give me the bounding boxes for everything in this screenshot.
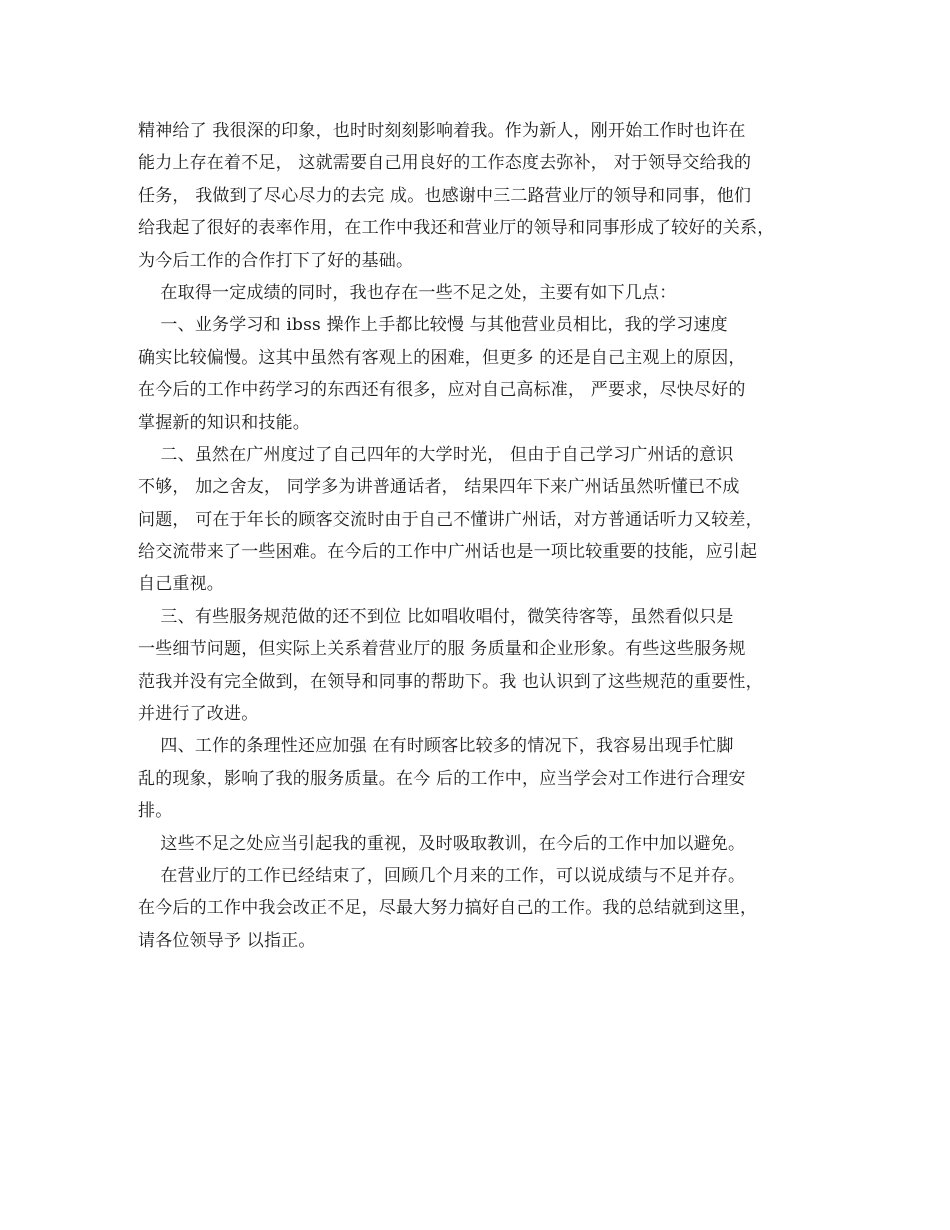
- text-line: 请各位领导予 以指正。: [138, 930, 316, 951]
- text-line: 为今后工作的合作打下了好的基础。: [138, 250, 414, 271]
- text-line: 二、虽然在广州度过了自己四年的大学时光， 但由于自己学习广州话的意识: [138, 444, 734, 465]
- text-line: 并进行了改进。: [138, 704, 259, 725]
- text-line: 一些细节问题，但实际上关系着营业厅的服 务质量和企业形象。有些这些服务规: [138, 639, 746, 660]
- text-line: 范我并没有完全做到，在领导和同事的帮助下。我 也认识到了这些规范的重要性，: [138, 671, 763, 692]
- paragraph: [138, 309, 818, 439]
- text-line: 问题， 可在于年长的顾客交流时由于自己不懂讲广州话，对方普通话听力又较差，: [138, 509, 763, 530]
- text-line: 三、有些服务规范做的还不到位 比如唱收唱付，微笑待客等，虽然看似只是: [138, 606, 734, 627]
- paragraph: [138, 730, 818, 827]
- paragraph: [138, 439, 818, 601]
- text-line: 乱的现象，影响了我的服务质量。在今 后的工作中，应当学会对工作进行合理安: [138, 768, 746, 789]
- paragraph: [138, 115, 818, 277]
- text-line: 在取得一定成绩的同时，我也存在一些不足之处，主要有如下几点：: [138, 282, 677, 303]
- paragraph: [138, 828, 818, 860]
- text-line: 任务， 我做到了尽心尽力的去完 成。也感谢中三二路营业厅的领导和同事，他们: [138, 185, 752, 206]
- text-line: 在营业厅的工作已经结束了，回顾几个月来的工作，可以说成绩与不足并存。: [138, 865, 746, 886]
- text-line: 给我起了很好的表率作用，在工作中我还和营业厅的领导和同事形成了较好的关系，: [138, 218, 775, 239]
- paragraph: [138, 601, 818, 731]
- paragraph: [138, 860, 818, 957]
- text-line: 给交流带来了一些困难。在今后的工作中广州话也是一项比较重要的技能，应引起: [138, 542, 758, 563]
- text-line: 一、业务学习和 ibss 操作上手都比较慢 与其他营业员相比，我的学习速度: [138, 315, 728, 336]
- text-line: 这些不足之处应当引起我的重视，及时吸取教训，在今后的工作中加以避免。: [138, 833, 746, 854]
- text-line: 在今后的工作中药学习的东西还有很多，应对自己高标准， 严要求，尽快尽好的: [138, 380, 746, 401]
- document-body: [138, 115, 818, 957]
- text-line: 掌握新的知识和技能。: [138, 412, 310, 433]
- text-line: 不够， 加之舍友， 同学多为讲普通话者， 结果四年下来广州话虽然听懂已不成: [138, 477, 740, 498]
- text-line: 能力上存在着不足， 这就需要自己用良好的工作态度去弥补， 对于领导交给我的: [138, 153, 752, 174]
- text-line: 四、工作的条理性还应加强 在有时顾客比较多的情况下，我容易出现手忙脚: [138, 736, 734, 757]
- text-line: 排。: [138, 801, 173, 822]
- text-line: 自己重视。: [138, 574, 224, 595]
- text-line: 确实比较偏慢。这其中虽然有客观上的困难，但更多 的还是自己主观上的原因，: [138, 347, 746, 368]
- text-line: 在今后的工作中我会改正不足，尽最大努力搞好自己的工作。我的总结就到这里，: [138, 898, 758, 919]
- text-line: 精神给了 我很深的印象，也时时刻刻影响着我。作为新人，刚开始工作时也许在: [138, 121, 746, 141]
- paragraph: [138, 277, 818, 309]
